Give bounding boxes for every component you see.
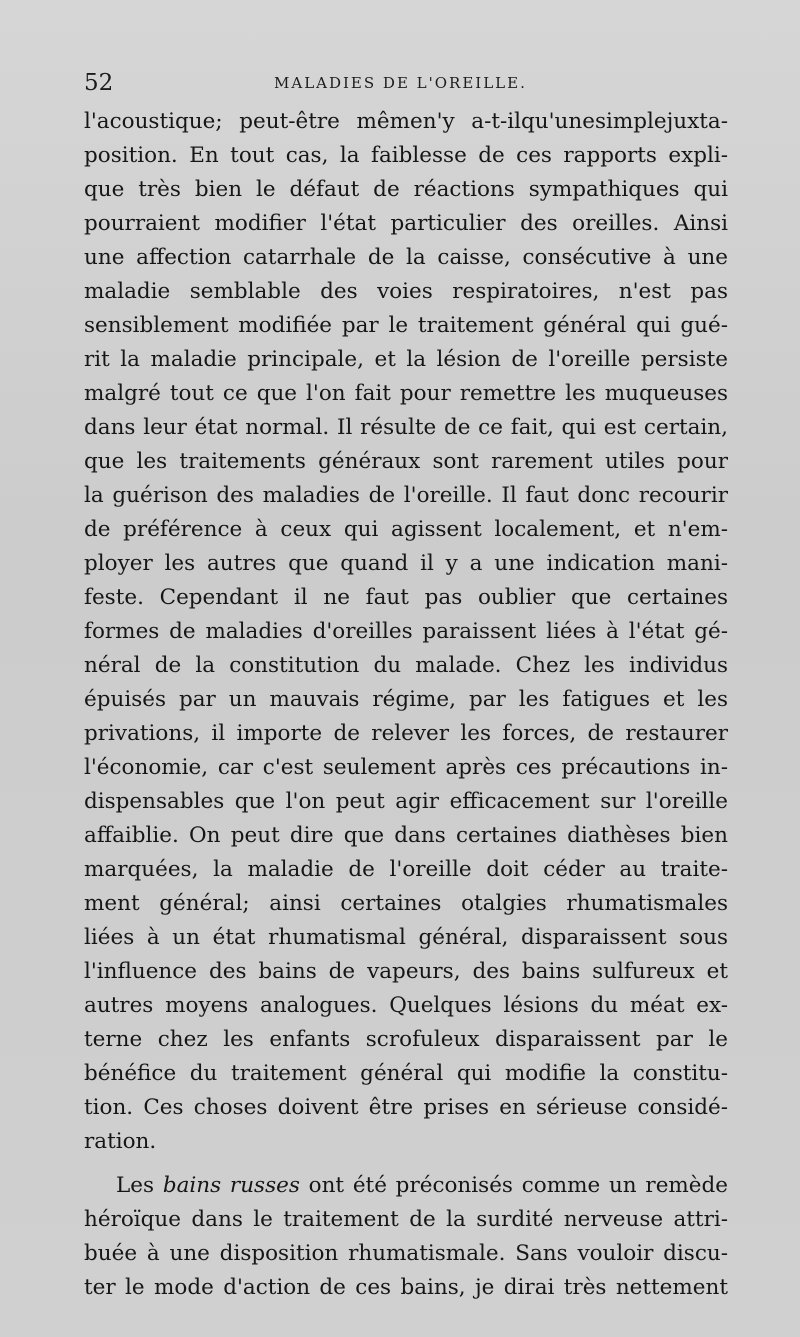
- paragraph-2-italic-term: bains russes: [162, 1173, 300, 1198]
- text-line: liées à un état rhumatismal général, disparaissent sous: [84, 925, 728, 950]
- text-line: ration.: [84, 1129, 157, 1154]
- text-line: une affection catarrhale de la caisse, consécutive à une: [84, 245, 728, 270]
- text-line: privations, il importe de relever les forces, de restaurer: [84, 721, 728, 746]
- text-line: malgré tout ce que l'on fait pour remettre les muqueuses: [84, 381, 728, 406]
- text-line: de préférence à ceux qui agissent localement, et n'em-: [84, 517, 728, 542]
- text-line: formes de maladies d'oreilles paraissent liées à l'état gé-: [84, 619, 728, 644]
- text-line: l'économie, car c'est seulement après ces précautions in-: [84, 755, 728, 780]
- page-number: 52: [84, 70, 114, 96]
- text-line: autres moyens analogues. Quelques lésions du méat ex-: [84, 993, 728, 1018]
- text-line: l'influence des bains de vapeurs, des bains sulfureux et: [84, 959, 728, 984]
- text-line: dispensables que l'on peut agir efficacement sur l'oreille: [84, 789, 728, 814]
- text-line: maladie semblable des voies respiratoires, n'est pas: [84, 279, 728, 304]
- text-line: ment général; ainsi certaines otalgies rhumatismales: [84, 891, 728, 916]
- paragraph-2-text: ont été préconisés comme un remède: [299, 1173, 728, 1198]
- text-line: ployer les autres que quand il y a une indication mani-: [84, 551, 728, 576]
- text-line: feste. Cependant il ne faut pas oublier que certaines: [84, 585, 728, 610]
- text-line: buée à une disposition rhumatismale. Sans vouloir discu-: [84, 1241, 728, 1266]
- text-line: sensiblement modifiée par le traitement général qui gué-: [84, 313, 728, 338]
- page-header: [84, 64, 724, 104]
- paragraph-1: [84, 105, 728, 1159]
- paragraph-gap: [84, 1159, 728, 1169]
- text-line: position. En tout cas, la faiblesse de ces rapports expli-: [84, 143, 728, 168]
- running-head: MALADIES DE L'OREILLE.: [274, 74, 527, 92]
- text-line: la guérison des maladies de l'oreille. Il faut donc recourir: [84, 483, 728, 508]
- text-line: affaiblie. On peut dire que dans certaines diathèses bien: [84, 823, 728, 848]
- text-line: pourraient modifier l'état particulier des oreilles. Ainsi: [84, 211, 728, 236]
- text-line: ter le mode d'action de ces bains, je dirai très nettement: [84, 1275, 728, 1300]
- text-line: néral de la constitution du malade. Chez les individus: [84, 653, 728, 678]
- text-line: épuisés par un mauvais régime, par les fatigues et les: [84, 687, 728, 712]
- paragraph-2: [84, 1169, 728, 1305]
- text-line: l'acoustique; peut-être mêmen'y a-t-ilqu'unesimplejuxta-: [84, 109, 728, 134]
- text-line: marquées, la maladie de l'oreille doit céder au traite-: [84, 857, 728, 882]
- page-body: [84, 105, 728, 1305]
- text-line: que les traitements généraux sont rarement utiles pour: [84, 449, 728, 474]
- text-line: tion. Ces choses doivent être prises en sérieuse considé-: [84, 1095, 728, 1120]
- text-line: terne chez les enfants scrofuleux disparaissent par le: [84, 1027, 728, 1052]
- text-line: héroïque dans le traitement de la surdité nerveuse attri-: [84, 1207, 728, 1232]
- paragraph-2-line-1: [84, 1169, 728, 1203]
- text-line: dans leur état normal. Il résulte de ce fait, qui est certain,: [84, 415, 728, 440]
- paragraph-2-text: Les: [116, 1173, 163, 1198]
- text-line: bénéfice du traitement général qui modifie la constitu-: [84, 1061, 728, 1086]
- text-line: rit la maladie principale, et la lésion de l'oreille persiste: [84, 347, 728, 372]
- text-line: que très bien le défaut de réactions sympathiques qui: [84, 177, 728, 202]
